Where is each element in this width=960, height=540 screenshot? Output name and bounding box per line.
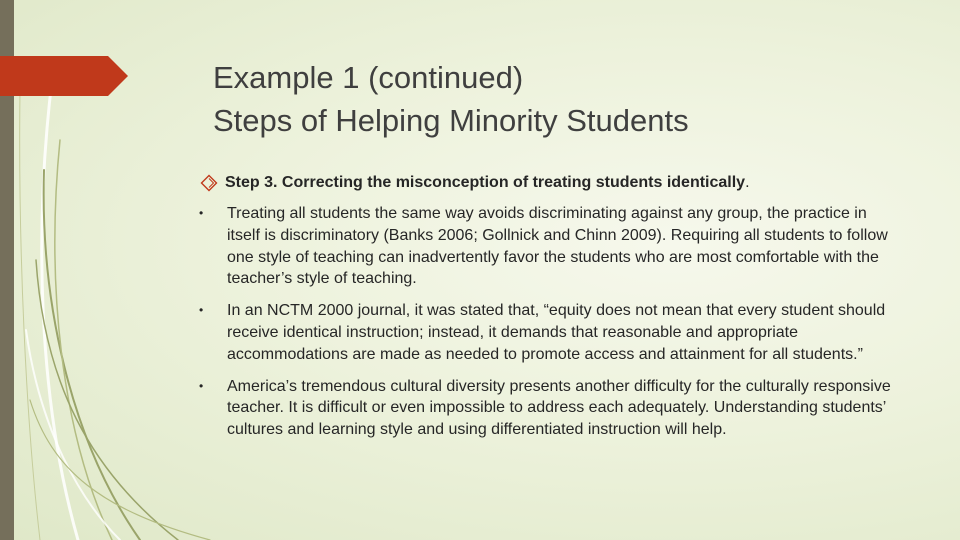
step-heading-text: Step 3. Correcting the misconception of treating students identically — [225, 174, 746, 191]
bullet-item — [197, 203, 902, 290]
bullet-marker: • — [199, 378, 204, 393]
bullet-text: Treating all students the same way avoids discriminating against any group, the practice in itself is discriminatory (Banks 2006; Gollnick and Chinn 2009). Requiring all students to follow one style of teaching can inadvertently favor the students who are most comfortable with the teacher’s style of teaching. — [227, 205, 888, 288]
bullet-marker: • — [199, 206, 204, 220]
step-heading — [200, 172, 920, 194]
bullet-marker: • — [199, 303, 204, 318]
bullet-text: America’s tremendous cultural diversity presents another difficulty for the culturally responsive teacher. It is difficult or even impossible to address each adequately. Understanding students’ cultures and learning style and using differentiated instruction will help. — [227, 377, 891, 439]
bullet-list — [197, 203, 902, 451]
bullet-text: In an NCTM 2000 journal, it was stated that, “equity does not mean that every student should receive identical instruction; instead, it demands that reasonable and appropriate accommodations are made as needed to promote access and attainment for all students.” — [227, 302, 886, 363]
title-accent-tab — [0, 56, 128, 96]
bullet-item — [197, 376, 902, 441]
bullet-item — [197, 300, 902, 365]
title-line-2: Steps of Helping Minority Students — [213, 103, 689, 138]
step-heading-period: . — [745, 174, 750, 191]
title-line-1: Example 1 (continued) — [213, 60, 524, 95]
slide-title — [213, 56, 913, 142]
diamond-outline-icon — [200, 174, 218, 192]
